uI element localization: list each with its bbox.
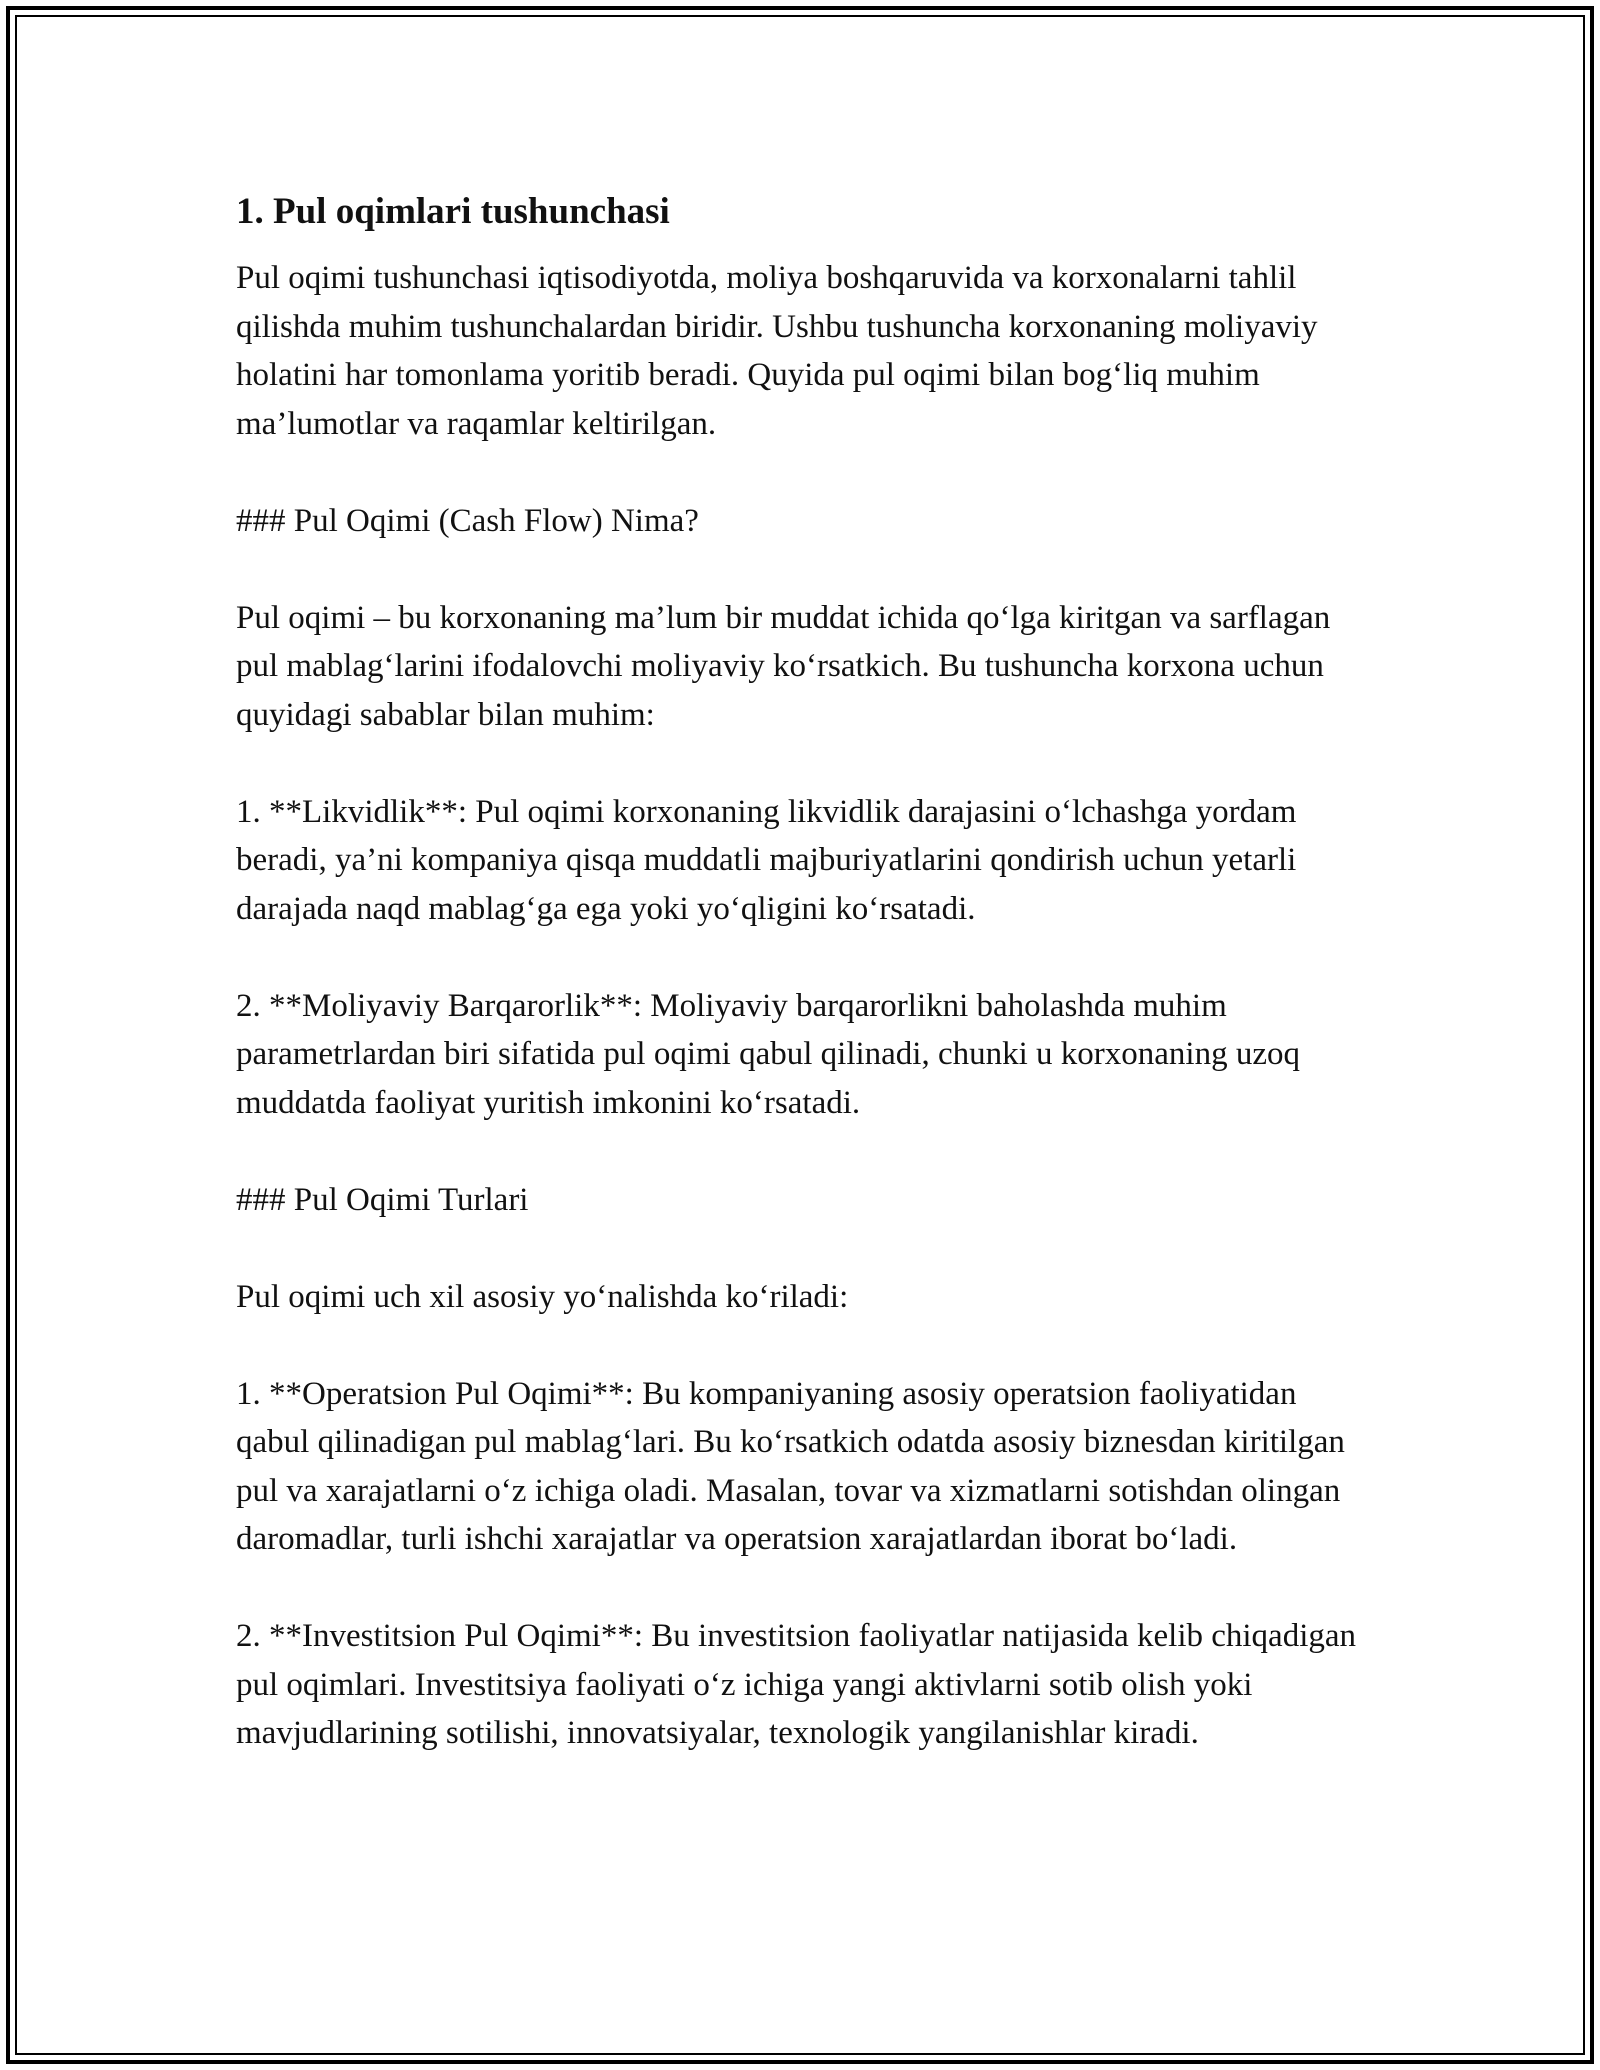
section-heading: 1. Pul oqimlari tushunchasi xyxy=(236,191,670,232)
types-intro-paragraph: Pul oqimi uch xil asosiy yo‘nalishda ko‘riladi: xyxy=(236,1278,849,1315)
list-item-liquidity: 1. **Likvidlik**: Pul oqimi korxonaning likvidlik darajasini o‘lchashga yordam beradi, ya’ni kompaniya qisqa muddatli majburiyatlarini qondirish uchun yetarli darajada naqd mablag‘ga ega yoki yo‘qligini ko‘rsatadi. xyxy=(236,793,1297,927)
intro-paragraph: Pul oqimi tushunchasi iqtisodiyotda, moliya boshqaruvida va korxonalarni tahlil qilishda muhim tushunchalardan biridir. Ushbu tushuncha korxonaning moliyaviy holatini har tomonlama yoritib beradi. Quyida pul oqimi bilan bog‘liq muhim ma’lumotlar va raqamlar keltirilgan. xyxy=(236,260,1318,442)
list-item-stability: 2. **Moliyaviy Barqarorlik**: Moliyaviy barqarorlikni baholashda muhim parametrlardan biri sifatida pul oqimi qabul qilinadi, chunki u korxonaning uzoq muddatda faoliyat yuritish imkonini ko‘rsatadi. xyxy=(236,987,1300,1121)
definition-paragraph: Pul oqimi – bu korxonaning ma’lum bir muddat ichida qo‘lga kiritgan va sarflagan pul mablag‘larini ifodalovchi moliyaviy ko‘rsatkich. Bu tushuncha korxona uchun quyidagi sabablar bilan muhim: xyxy=(236,599,1331,733)
subheading-types: ### Pul Oqimi Turlari xyxy=(236,1181,529,1218)
subheading-cash-flow: ### Pul Oqimi (Cash Flow) Nima? xyxy=(236,502,699,539)
document-body xyxy=(236,188,1376,1758)
list-item-investment: 2. **Investitsion Pul Oqimi**: Bu investitsion faoliyatlar natijasida kelib chiqadigan pul oqimlari. Investitsiya faoliyati o‘z ichiga yangi aktivlarni sotib olish yoki mavjudlarining sotilishi, innovatsiyalar, texnologik yangilanishlar kiradi. xyxy=(236,1618,1357,1751)
list-item-operational: 1. **Operatsion Pul Oqimi**: Bu kompaniyaning asosiy operatsion faoliyatidan qabul qilinadigan pul mablag‘lari. Bu ko‘rsatkich odatda asosiy biznesdan kiritilgan pul va xarajatlarni o‘z ichiga oladi. Masalan, tovar va xizmatlarni sotishdan olingan daromadlar, turli ishchi xarajatlar va operatsion xarajatlardan iborat bo‘ladi. xyxy=(236,1375,1345,1557)
